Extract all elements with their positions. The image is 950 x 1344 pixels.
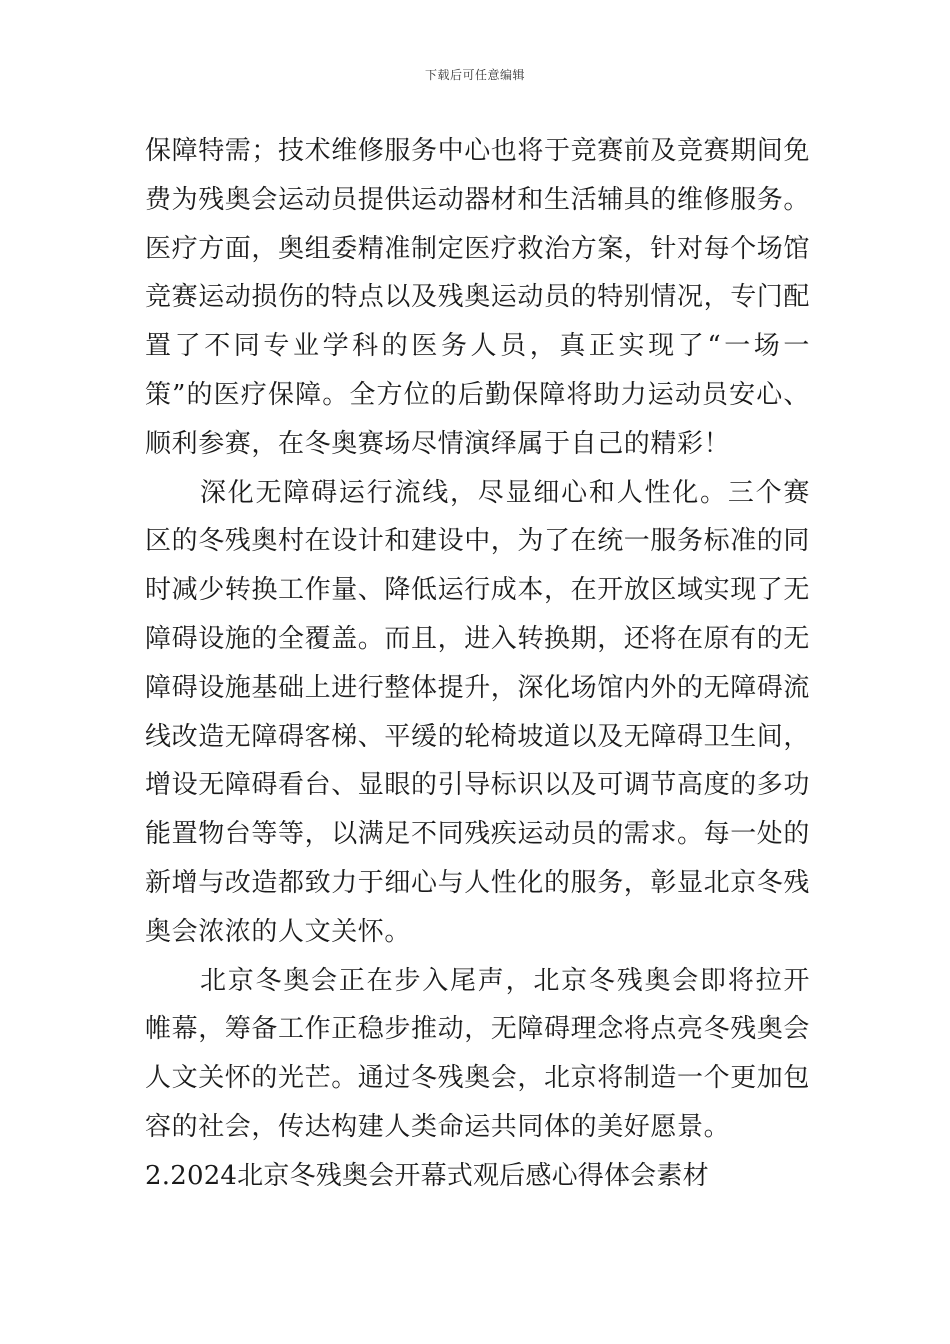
paragraph-accessibility: 深化无障碍运行流线，尽显细心和人性化。三个赛区的冬残奥村在设计和建设中，为了在统一服务标准的同时减少转换工作量、降低运行成本，在开放区域实现了无障碍设施的全覆盖。而且，进入转换期，还将在原有的无障碍设施基础上进行整体提升，深化场馆内外的无障碍流线改造无障碍客梯、平缓的轮椅坡道以及无障碍卫生间，增设无障碍看台、显眼的引导标识以及可调节高度的多功能置物台等等，以满足不同残疾运动员的需求。每一处的新增与改造都致力于细心与人性化的服务，彰显北京冬残奥会浓浓的人文关怀。: [145, 477, 811, 947]
paragraph-conclusion: 北京冬奥会正在步入尾声，北京冬残奥会即将拉开帷幕，筹备工作正稳步推动，无障碍理念将点亮冬残奥会人文关怀的光芒。通过冬残奥会，北京将制造一个更加包容的社会，传达构建人类命运共同体的美好愿景。: [145, 965, 811, 1142]
page-header-note: 下载后可任意编辑: [424, 68, 525, 82]
paragraph-logistics: 保障特需；技术维修服务中心也将于竞赛前及竞赛期间免费为残奥会运动员提供运动器材和生活辅具的维修服务。医疗方面，奥组委精准制定医疗救治方案，针对每个场馆竞赛运动损伤的特点以及残奥运动员的特别情况，专门配置了不同专业学科的医务人员，真正实现了“一场一策”的医疗保障。全方位的后勤保障将助力运动员安心、顺利参赛，在冬奥赛场尽情演绎属于自己的精彩！: [145, 136, 811, 459]
document-body: [145, 127, 810, 1201]
section-heading: 2.2024北京冬残奥会开幕式观后感心得体会素材: [145, 1160, 709, 1191]
